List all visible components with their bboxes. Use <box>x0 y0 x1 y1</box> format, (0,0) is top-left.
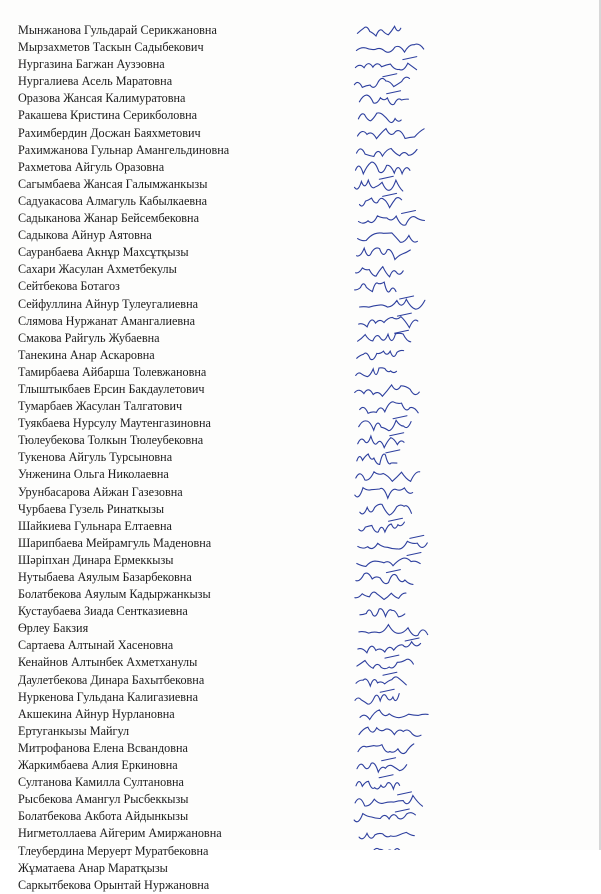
name-row: Даулетбекова Динара Бахытбековна <box>18 672 205 687</box>
name-row: Садыканова Жанар Бейсембековна <box>18 211 199 226</box>
signature-icon <box>356 368 397 377</box>
signature-icon <box>355 180 403 191</box>
signature-icon <box>356 472 420 482</box>
name-row: Нургазина Багжан Аузэовна <box>18 57 165 72</box>
signature-icon <box>359 625 428 636</box>
signature-icon <box>358 436 404 448</box>
signature-icon <box>356 781 400 789</box>
signature-icon <box>357 149 418 157</box>
name-row: Мырзахметов Таскын Садыбекович <box>18 40 204 55</box>
name-row: Чурбаева Гузель Ринаткызы <box>18 501 165 516</box>
name-row: Рахимбердин Досжан Баяхметович <box>18 125 201 140</box>
name-row: Нургалиева Асель Маратовна <box>18 74 173 89</box>
signature-stroke <box>380 689 394 692</box>
name-row: Сейтбекова Ботагоз <box>18 279 120 294</box>
name-row: Урунбасарова Айжан Газезовна <box>18 484 183 499</box>
signature-icon <box>355 796 422 807</box>
signature-icon <box>357 763 407 772</box>
name-row: Шайкиева Гульнара Елтаевна <box>18 518 172 533</box>
name-row: Тлыштыкбаев Ерсин Бакдаулетович <box>18 381 205 396</box>
signature-stroke <box>383 74 397 77</box>
signature-icon <box>357 558 420 566</box>
signature-stroke <box>387 91 401 94</box>
signature-icon <box>360 299 425 309</box>
signature-icon <box>357 454 397 464</box>
name-row: Мынжанова Гульдарай Серикжановна <box>18 23 217 37</box>
signature-icon <box>359 216 425 225</box>
name-row: Садыкова Айнур Аятовна <box>18 228 152 243</box>
name-row: Тамирбаева Айбарша Толевжановна <box>18 364 207 379</box>
signature-icon <box>358 642 421 653</box>
name-row: Сагымбаева Жансая Галымжанкызы <box>18 176 208 191</box>
name-row: Кенайнов Алтынбек Ахметханулы <box>18 655 198 670</box>
name-row: Өрлеу Бакзия <box>18 621 89 636</box>
name-row: Туякбаева Нурсулу Маутенгазиновна <box>18 416 211 431</box>
signature-icon <box>360 504 412 515</box>
signature-icon <box>355 63 416 70</box>
name-row: Рахимжанова Гульнар Амангельдиновна <box>18 142 230 157</box>
name-row: Рысбекова Амангул Рысбеккызы <box>18 792 189 807</box>
signature-icon <box>358 333 411 341</box>
name-row: Шарипбаева Мейрамгуль Маденовна <box>18 535 212 550</box>
signature-icon <box>356 677 406 686</box>
signature-stroke <box>386 450 400 453</box>
signature-icon <box>359 317 418 328</box>
signature-stroke <box>382 758 396 761</box>
signature-icon <box>360 198 402 208</box>
signature-icon <box>359 95 408 105</box>
signature-icon <box>357 248 411 260</box>
signature-stroke <box>379 176 393 179</box>
signature-icon <box>358 541 428 549</box>
signature-icon <box>360 402 419 414</box>
signature-icon <box>356 267 404 277</box>
name-row: Кустаубаева Зиада Сентказиевна <box>18 604 188 619</box>
signature-stroke <box>389 518 403 521</box>
name-row: Ракашева Кристина Серикболовна <box>18 108 198 123</box>
signature-icon <box>358 113 401 123</box>
signature-icon <box>355 592 406 599</box>
signature-icon <box>355 282 396 292</box>
signature-icon <box>359 727 421 736</box>
signature-stroke <box>383 193 397 196</box>
signature-icon <box>357 26 400 36</box>
signature-stroke <box>400 296 414 299</box>
signature-icon <box>355 385 420 396</box>
name-row: Тукенова Айгуль Турсыновна <box>18 450 173 465</box>
name-row: Танекина Анар Аскаровна <box>18 347 155 362</box>
name-row: Жұматаева Анар Маратқызы <box>18 860 168 875</box>
signature-stroke <box>402 211 416 214</box>
name-row: Саркытбекова Орынтай Нуржановна <box>18 877 210 892</box>
name-row: Садуакасова Алмагуль Кабылкаевна <box>18 193 208 208</box>
signature-icon <box>359 420 411 430</box>
signature-icon <box>356 44 423 52</box>
signature-stroke <box>379 775 393 778</box>
name-row: Смакова Райгуль Жубаевна <box>18 330 160 345</box>
signature-icon <box>359 832 414 838</box>
signature-icon <box>354 77 409 87</box>
name-row: Сауранбаева Акнұр Махсұтқызы <box>18 245 189 260</box>
signature-icon <box>358 129 425 139</box>
signature-icon <box>356 573 413 584</box>
name-list <box>18 22 348 894</box>
signature-stroke <box>393 416 407 419</box>
signature-stroke <box>383 672 397 675</box>
name-row: Тюлеубекова Толкын Тюлеубековна <box>18 433 204 448</box>
name-row: Болатбекова Аяулым Кадыржанкызы <box>18 587 211 602</box>
name-row: Жаркимбаева Алия Еркиновна <box>18 758 178 773</box>
signature-stroke <box>386 570 400 573</box>
signature-stroke <box>398 792 412 795</box>
signature-stroke <box>390 433 404 436</box>
signature-stroke <box>385 655 399 658</box>
signature-icon <box>358 744 414 754</box>
signature-stroke <box>407 553 421 556</box>
name-row: Тлеубердина Меруерт Муратбековна <box>18 843 209 858</box>
signature-stroke <box>395 330 409 333</box>
name-row: Болатбекова Акбота Айдынкызы <box>18 809 189 824</box>
name-row: Оразова Жансая Калимуратовна <box>18 91 186 106</box>
signature-icon <box>354 813 415 822</box>
name-row: Рахметова Айгуль Оразовна <box>18 159 165 174</box>
name-row: Тумарбаев Жасулан Талгатович <box>18 399 183 414</box>
name-row: Султанова Камилла Султановна <box>18 775 184 790</box>
signature-stroke <box>395 809 409 812</box>
signature-icon <box>360 609 405 617</box>
name-row: Нутыбаева Аяулым Базарбековна <box>18 570 192 584</box>
signature-icon <box>360 710 428 720</box>
signature-stroke <box>405 638 419 641</box>
name-row: Ертуганкызы Майгул <box>18 723 130 738</box>
signature-icon <box>357 659 414 668</box>
name-row: Сейфуллина Айнур Тулеугалиевна <box>18 296 198 311</box>
signature-icon <box>355 694 399 705</box>
name-row: Сартаева Алтынай Хасеновна <box>18 638 174 653</box>
name-row: Нигметоллаева Айгерим Амиржановна <box>18 826 222 841</box>
signature-icon <box>358 233 418 242</box>
signature-stroke <box>397 313 411 316</box>
name-row: Митрофанова Елена Всвандовна <box>18 740 188 755</box>
name-row: Нуркенова Гульдана Калигазиевна <box>18 689 198 704</box>
name-row: Акшекина Айнур Нурлановна <box>18 706 175 721</box>
name-row: Унженина Ольга Николаевна <box>18 467 169 482</box>
signature-icon <box>357 350 404 359</box>
signature-icon <box>359 522 405 532</box>
signature-stroke <box>410 535 424 538</box>
name-row: Шәріпхан Динара Ермеккызы <box>18 552 174 567</box>
signature-icon <box>356 162 410 174</box>
signature-stroke <box>403 57 417 60</box>
name-row: Сахари Жасулан Ахметбекулы <box>18 262 177 277</box>
name-row: Слямова Нуржанат Амангалиевна <box>18 313 196 328</box>
signature-icon <box>355 488 413 499</box>
